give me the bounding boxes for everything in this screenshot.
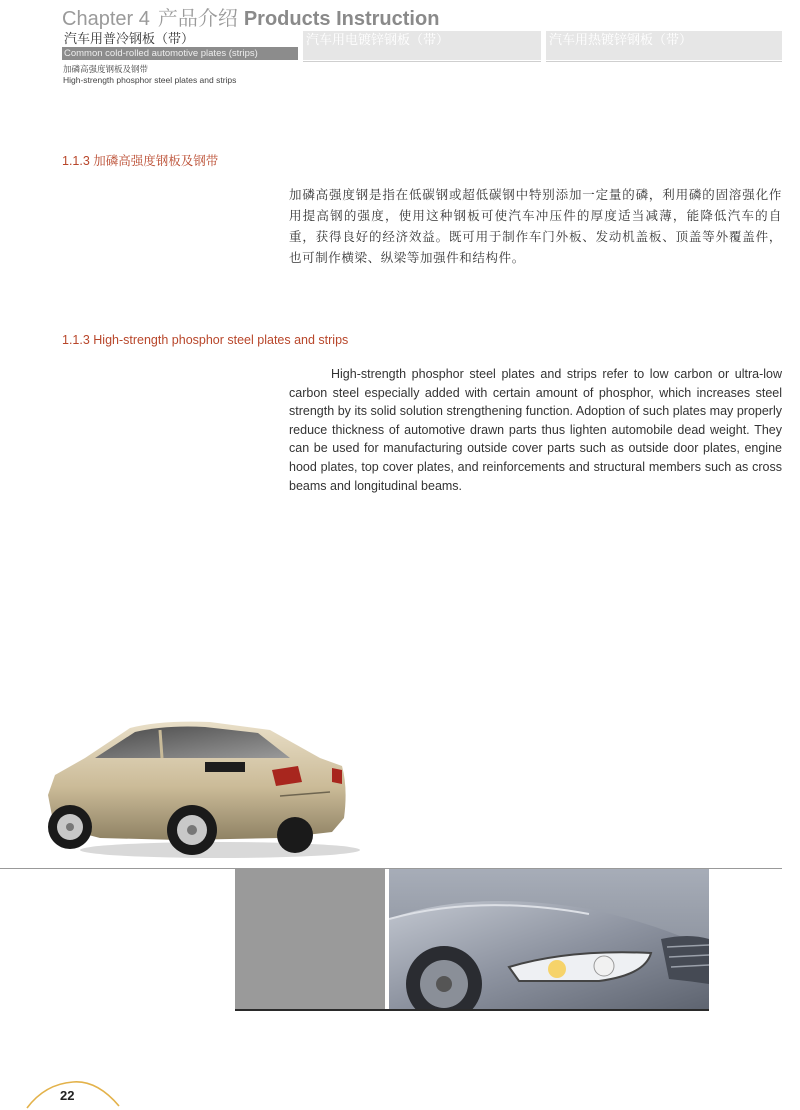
chapter-cn-label: 产品介绍: [157, 8, 238, 30]
tab-divider: [546, 61, 782, 62]
chapter-header: [62, 2, 439, 28]
tab-electro-galvanized[interactable]: [303, 31, 541, 60]
gray-panel: [235, 869, 385, 1009]
tab-electro-galvanized-label: 汽车用电镀锌钢板（带）: [306, 32, 450, 47]
chapter-label: Chapter 4: [62, 8, 150, 30]
chapter-title: Products Instruction: [243, 8, 440, 30]
section-title-en: 1.1.3 High-strength phosphor steel plates and strips: [62, 333, 349, 347]
body-paragraph-cn: 加磷高强度钢是指在低碳钢或超低碳钢中特别添加一定量的磷，利用磷的固溶强化作用提高钢的强度，使用这种钢板可使汽车冲压件的厚度适当减薄，能降低汽车的自重，获得良好的经济效益。既可用于制作车门外板、发动机盖板、顶盖等外覆盖件，也可制作横梁、纵梁等加强件和结构件。: [289, 188, 782, 265]
tab-divider: [303, 61, 541, 62]
tab-cold-rolled-cn: 汽车用普冷钢板（带）: [64, 31, 195, 46]
tab-hot-dip-galvanized-label: 汽车用热镀锌钢板（带）: [549, 32, 693, 47]
tab-cold-rolled[interactable]: [62, 31, 298, 60]
subnav-en[interactable]: High-strength phosphor steel plates and strips: [63, 75, 237, 85]
car-front-image: [389, 869, 709, 1009]
section-title-cn: 1.1.3 加磷高强度钢板及钢带: [62, 154, 219, 168]
page-number: 22: [60, 1088, 75, 1103]
body-paragraph-en: High-strength phosphor steel plates and strips refer to low carbon or ultra-low carbon steel especially added with certain amount of phosphor, which increases steel strength by its solid solution strengthening function. Adoption of such plates may properly reduce thickness of automotive drawn parts thus lighten automobile dead weight. They can be used for manufacturing outside cover parts such as outside door plates, engine hood plates, top cover plates, and reinforcements and structural members such as cross beams and longitudinal beams.: [289, 367, 782, 493]
subnav-cn[interactable]: 加磷高强度钢板及钢带: [63, 64, 149, 74]
car-outline-icon: [25, 1070, 125, 1110]
bottom-rule: [235, 1009, 709, 1011]
tab-hot-dip-galvanized[interactable]: [546, 31, 782, 60]
tab-cold-rolled-en: Common cold-rolled automotive plates (strips): [62, 47, 298, 60]
sedan-car-image: [40, 700, 360, 865]
